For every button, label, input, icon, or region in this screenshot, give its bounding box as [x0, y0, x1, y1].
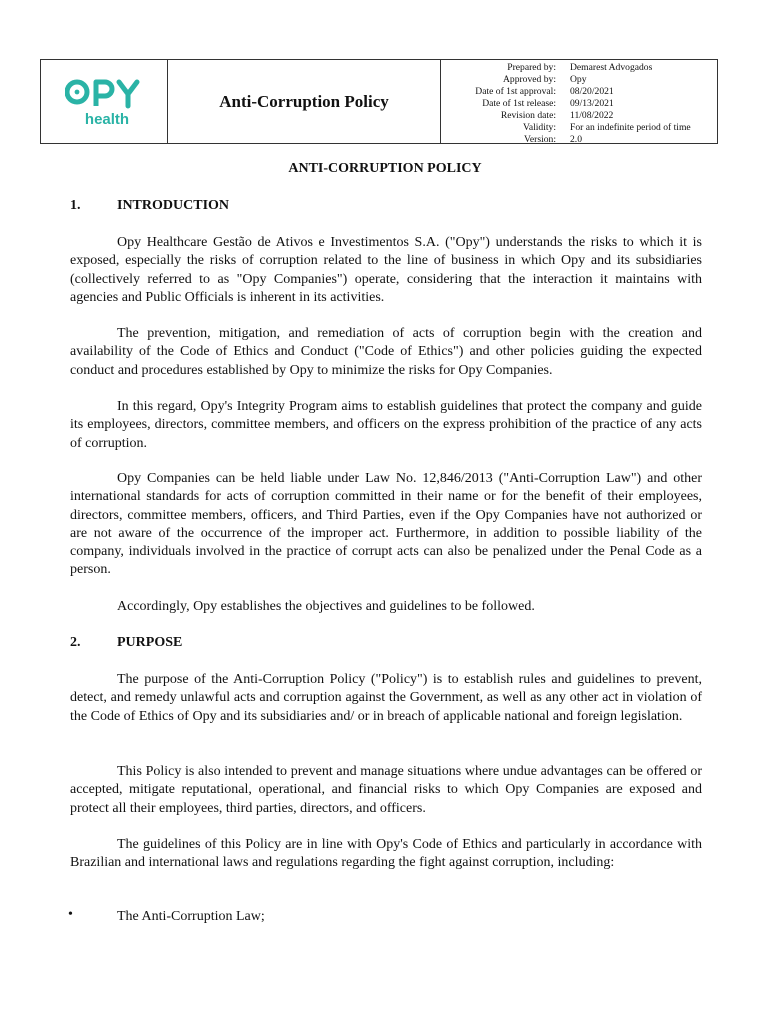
meta-value: Demarest Advogados — [570, 62, 653, 73]
paragraph: This Policy is also intended to prevent and manage situations where undue advantages can be offered or accepted, mitigate reputational, operational, and financial risks to which Opy Companies are exposed and protect all their employees, third parties, directors, and officers. — [70, 764, 702, 816]
document-header — [40, 59, 718, 144]
logo-sub-text: health — [84, 111, 130, 128]
meta-value: 08/20/2021 — [570, 86, 614, 97]
meta-values — [556, 62, 717, 143]
paragraph: The prevention, mitigation, and remediation of acts of corruption begin with the creation and availability of the Code of Ethics and Conduct ("Code of Ethics") and other policies guiding the expected conduct and procedures established by Opy to minimize the risks for Opy Companies. — [70, 326, 702, 378]
logo-cell — [41, 60, 168, 143]
meta-value: For an indefinite period of time — [570, 122, 691, 133]
meta-label: Date of 1st release: — [482, 98, 556, 109]
bullet-item: The Anti-Corruption Law; — [117, 909, 265, 924]
opy-health-logo — [65, 76, 149, 128]
meta-label: Prepared by: — [507, 62, 556, 73]
paragraph: Opy Healthcare Gestão de Ativos e Investimentos S.A. ("Opy") understands the risks to which it is exposed, especially the risks of corruption related to the line of business in which Opy and its subsidiaries (collectively referred to as "Opy Companies") operate, considering that the interaction it maintains with agencies and Public Officials is inherent in its activities. — [70, 235, 702, 305]
paragraph: Opy Companies can be held liable under Law No. 12,846/2013 ("Anti-Corruption Law") and other international standards for acts of corruption committed in their name or for the benefit of their employees, directors, committee members, officers, and Third Parties, even if the Opy Companies have not authorized or are not aware of the occurrence of the improper act. Furthermore, in addition to possible liability of the company, individuals involved in the practice of corrupt acts can also be penalized under the Penal Code as a person. — [70, 471, 702, 578]
paragraph: The purpose of the Anti-Corruption Policy ("Policy") is to establish rules and guidelines to prevent, detect, and remedy unlawful acts and corruption against the Government, as well as any other act in violation of the Code of Ethics of Opy and its subsidiaries and/ or in breach of applicable national and foreign legislation. — [70, 672, 702, 724]
meta-label: Date of 1st approval: — [475, 86, 556, 97]
section-name: PURPOSE — [117, 635, 183, 650]
meta-label: Validity: — [522, 122, 556, 133]
paragraph: In this regard, Opy's Integrity Program aims to establish guidelines that protect the company and guide its employees, directors, committee members, and officers on the express prohibition of the practice of any acts of corruption. — [70, 399, 702, 451]
bullet-icon: • — [68, 907, 73, 922]
meta-value: 09/13/2021 — [570, 98, 614, 109]
meta-value: Opy — [570, 74, 587, 85]
header-title: Anti-Corruption Policy — [168, 60, 441, 143]
meta-label: Approved by: — [502, 74, 556, 85]
meta-label: Version: — [524, 134, 556, 145]
header-meta — [441, 60, 717, 143]
meta-labels — [441, 62, 556, 143]
section-name: INTRODUCTION — [117, 198, 230, 213]
document-title: ANTI-CORRUPTION POLICY — [288, 161, 482, 176]
paragraph: Accordingly, Opy establishes the objectives and guidelines to be followed. — [117, 599, 535, 614]
meta-label: Revision date: — [500, 110, 556, 121]
section-number: 1. — [70, 198, 81, 213]
meta-value: 2.0 — [570, 134, 582, 145]
section-number: 2. — [70, 635, 81, 650]
meta-value: 11/08/2022 — [570, 110, 614, 121]
paragraph: The guidelines of this Policy are in line with Opy's Code of Ethics and particularly in accordance with Brazilian and international laws and regulations regarding the fight against corruption, including: — [70, 837, 702, 871]
